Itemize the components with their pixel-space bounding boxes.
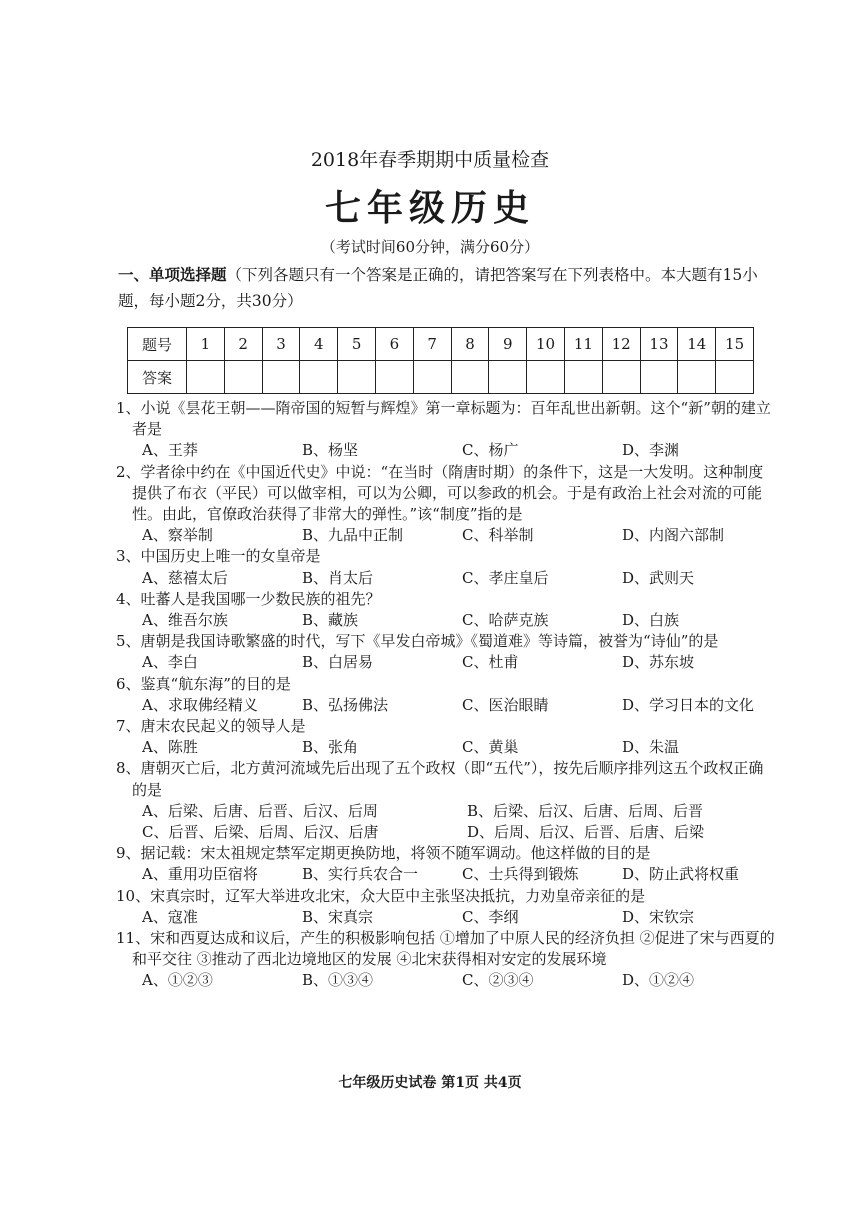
question-6 [116,674,776,716]
option-row [116,568,776,589]
answer-cell[interactable] [224,361,262,394]
question-4 [116,589,776,631]
question-stem: 4、吐蕃人是我国哪一少数民族的祖先？ [116,589,381,608]
option-c: C、杜甫 [462,653,519,672]
question-number-cell: 3 [262,328,300,361]
question-stem: 10、宋真宗时，辽军大举进攻北宋，众大臣中主张坚决抵抗，力劝皇帝亲征的是 [116,886,646,905]
answer-table [127,327,754,394]
question-10 [116,886,776,928]
exam-title: 2018年春季期期中质量检查 [310,149,550,171]
question-list [116,398,776,992]
option-a: A、维吾尔族 [142,611,228,630]
question-number-cell: 4 [300,328,338,361]
option-c: C、②③④ [462,971,534,990]
row-label-number: 题号 [128,328,187,361]
question-stem: 1、小说《昙花王朝——隋帝国的短暂与辉煌》第一章标题为：百年乱世出新朝。这个“新”朝的建立者是 [116,399,771,439]
question-stem: 8、唐朝灭亡后，北方黄河流域先后出现了五个政权（即“五代”），按先后顺序排列这五个政权正确的是 [116,759,764,799]
option-b: B、白居易 [302,653,374,672]
option-d: D、朱温 [622,738,680,757]
question-stem: 5、唐朝是我国诗歌繁盛的时代，写下《早发白帝城》《蜀道难》等诗篇，被誉为“诗仙”的是 [116,632,719,651]
question-number-cell: 13 [640,328,678,361]
answer-cell[interactable] [300,361,338,394]
answer-cell[interactable] [489,361,527,394]
option-row [116,970,776,991]
option-d: D、武则天 [622,568,695,587]
question-5 [116,631,776,673]
option-c: C、黄巢 [462,738,519,757]
question-number-cell: 5 [338,328,376,361]
section-instruction-text: （下列各题只有一个答案是正确的，请把答案写在下列表格中。本大题有15小题，每小题2分，共30分） [118,266,758,310]
option-row [116,801,776,822]
answer-table-answer-row [128,361,754,394]
question-number-cell: 10 [527,328,565,361]
option-row [116,907,776,928]
question-9 [116,843,776,885]
option-row [116,695,776,716]
option-a: A、①②③ [142,971,213,990]
option-d: D、李渊 [622,441,680,460]
option-a: A、陈胜 [142,738,198,757]
answer-cell[interactable] [413,361,451,394]
question-11 [116,928,776,992]
answer-cell[interactable] [678,361,716,394]
section-instructions [118,262,768,314]
question-number-cell: 2 [224,328,262,361]
option-row [116,822,776,843]
option-row [116,440,776,461]
option-b: B、张角 [302,738,359,757]
question-stem: 9、据记载：宋太祖规定禁军定期更换防地，将领不随军调动。他这样做的目的是 [116,844,651,863]
option-d: D、防止武将权重 [622,865,740,884]
question-2 [116,462,776,547]
question-number-cell: 11 [564,328,602,361]
option-c: C、科举制 [462,526,534,545]
question-number-cell: 8 [451,328,489,361]
option-b: B、①③④ [302,971,374,990]
option-b: B、宋真宗 [302,907,374,926]
option-d: D、宋钦宗 [622,907,695,926]
option-c: C、士兵得到锻炼 [462,865,579,884]
answer-cell[interactable] [187,361,225,394]
section-heading: 一、单项选择题 [118,265,227,284]
question-number-cell: 9 [489,328,527,361]
option-a: A、重用功臣宿将 [142,865,258,884]
page-footer: 七年级历史试卷 第1页 共4页 [338,1075,522,1091]
option-c: C、后晋、后梁、后周、后汉、后唐 [142,823,379,842]
answer-cell[interactable] [338,361,376,394]
answer-cell[interactable] [262,361,300,394]
question-stem: 6、鉴真“航东海”的目的是 [116,674,291,693]
option-b: B、杨坚 [302,441,359,460]
answer-cell[interactable] [716,361,754,394]
question-number-cell: 14 [678,328,716,361]
option-row [116,652,776,673]
option-a: A、王莽 [142,441,198,460]
question-number-cell: 12 [602,328,640,361]
option-d: D、白族 [622,611,680,630]
question-1 [116,398,776,462]
option-d: D、学习日本的文化 [622,695,755,714]
option-d: D、①②④ [622,971,695,990]
option-a: A、求取佛经精义 [142,695,258,714]
subject-title: 七年级历史 [324,187,535,229]
row-label-answer: 答案 [128,361,187,394]
option-d: D、后周、后汉、后晋、后唐、后梁 [467,823,705,842]
option-b: B、后梁、后汉、后唐、后周、后晋 [467,801,704,820]
answer-cell[interactable] [640,361,678,394]
option-a: A、李白 [142,653,198,672]
question-number-cell: 1 [187,328,225,361]
option-c: C、杨广 [462,441,519,460]
answer-cell[interactable] [602,361,640,394]
question-number-cell: 6 [375,328,413,361]
question-3 [116,546,776,588]
question-number-cell: 15 [716,328,754,361]
option-row [116,525,776,546]
option-a: A、寇准 [142,907,198,926]
option-c: C、医治眼睛 [462,695,549,714]
option-b: B、藏族 [302,611,359,630]
option-c: C、哈萨克族 [462,611,549,630]
option-row [116,610,776,631]
option-c: C、孝庄皇后 [462,568,549,587]
question-7 [116,716,776,758]
question-stem: 3、中国历史上唯一的女皇帝是 [116,547,321,566]
option-b: B、肖太后 [302,568,374,587]
question-8 [116,758,776,843]
option-b: B、弘扬佛法 [302,695,389,714]
answer-cell[interactable] [527,361,565,394]
answer-cell[interactable] [564,361,602,394]
option-a: A、慈禧太后 [142,568,228,587]
question-stem: 7、唐末农民起义的领导人是 [116,717,306,736]
answer-table-number-row [128,328,754,361]
option-row [116,737,776,758]
option-a: A、察举制 [142,526,213,545]
option-c: C、李纲 [462,907,519,926]
option-d: D、苏东坡 [622,653,695,672]
answer-cell[interactable] [375,361,413,394]
option-d: D、内阁六部制 [622,526,725,545]
option-a: A、后梁、后唐、后晋、后汉、后周 [142,801,378,820]
option-b: B、九品中正制 [302,526,404,545]
answer-cell[interactable] [451,361,489,394]
option-b: B、实行兵农合一 [302,865,419,884]
question-number-cell: 7 [413,328,451,361]
question-stem: 2、学者徐中约在《中国近代史》中说：“在当时（隋唐时期）的条件下，这是一大发明。这种制度提供了布衣（平民）可以做宰相，可以为公卿，可以参政的机会。于是有政治上社会对流的可能性。由此，官僚政治获得了非常大的弹性。”该“制度”指的是 [116,462,764,524]
question-stem: 11、宋和西夏达成和议后，产生的积极影响包括 ①增加了中原人民的经济负担 ②促进了宋与西夏的和平交往 ③推动了西北边境地区的发展 ④北宋获得相对安定的发展环境 [116,929,775,969]
option-row [116,864,776,885]
exam-info: （考试时间60分钟，满分60分） [320,238,540,256]
